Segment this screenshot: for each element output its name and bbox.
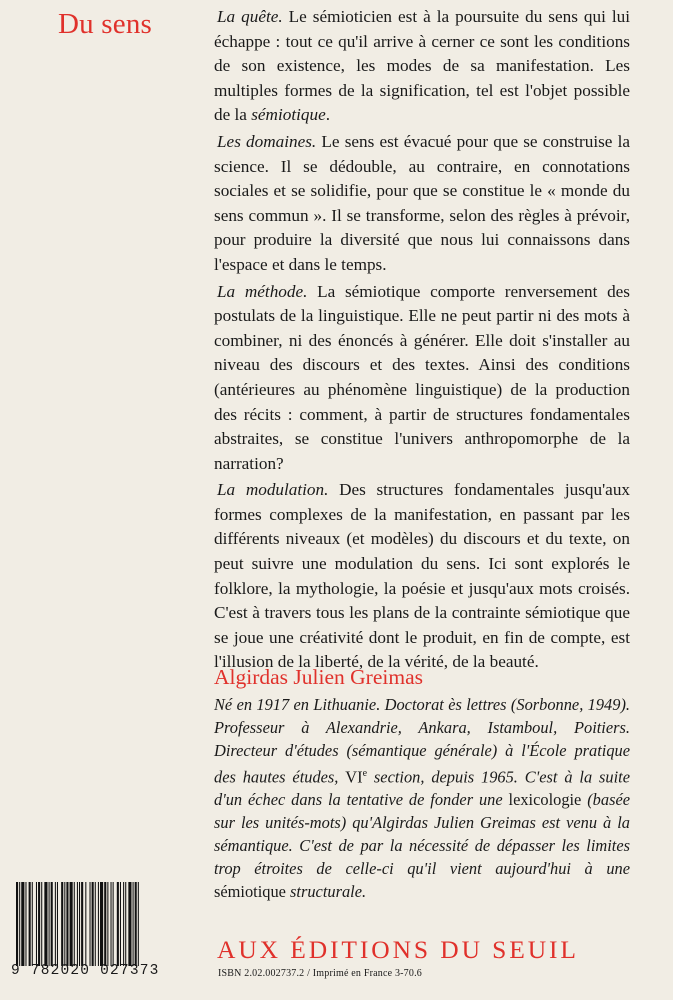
book-title: Du sens bbox=[58, 8, 153, 40]
paragraph-text: Le sens est évacué pour que se construise la science. Il se dédouble, au contraire, en connotations sociales et se solidifie, pour que se constitue le « monde du sens commun ». Il se transforme, selon des règles à prévoir, pour produire la diversité que nous lui connaissons dans l'espace et dans le temps. bbox=[214, 131, 630, 274]
paragraph-domaines bbox=[214, 130, 630, 278]
paragraph-text: Le sémioticien est à la poursuite du sens qui lui échappe : tout ce qu'il arrive à cerner ce sont les conditions de son existence, les modes de sa manifestation. Les multiples formes de la signification, tel est l'objet possible de la bbox=[214, 7, 630, 125]
bio-text: section, depuis 1965. C'est à la suite d'un échec dans la tentative de fonder une bbox=[214, 767, 630, 810]
publisher-name: AUX ÉDITIONS DU SEUIL bbox=[217, 935, 579, 964]
book-description bbox=[214, 5, 630, 677]
bio-upright-word: lexicologie bbox=[508, 790, 582, 810]
paragraph-modulation bbox=[214, 478, 630, 675]
paragraph-methode bbox=[214, 280, 630, 477]
paragraph-lead: La modulation. bbox=[217, 480, 329, 500]
paragraph-end: . bbox=[325, 105, 330, 125]
bio-text: Né en 1917 en Lithuanie. Doctorat ès lettres (Sorbonne, 1949). Professeur à Alexandrie, Ankara, Istamboul, Poitiers. Directeur d'études (sémantique générale) à l'École pratique des hautes études, bbox=[214, 695, 630, 787]
paragraph-quete bbox=[214, 5, 630, 128]
bio-text: structurale. bbox=[285, 881, 367, 901]
barcode-number: 9 782020 027373 bbox=[11, 963, 160, 979]
paragraph-text: Des structures fondamentales jusqu'aux formes complexes de la manifestation, en passant par les différents niveaux (et modèles) du discours et du texte, on peut suivre une modulation du sens. Ici sont explorés le folklore, la mythologie, la poésie et jusqu'aux mots croisés. C'est à travers tous les plans de la contrainte sémiotique que se joue une créativité dont le produit, en fin de compte, est l'illusion de la liberté, de la vérité, de la beauté. bbox=[214, 480, 631, 672]
paragraph-lead: La quête. bbox=[217, 7, 283, 26]
author-name: Algirdas Julien Greimas bbox=[214, 665, 423, 689]
bio-superscript: e bbox=[362, 767, 368, 779]
barcode-image bbox=[14, 882, 192, 966]
bio-section-numeral: VI bbox=[345, 767, 363, 787]
paragraph-lead: La méthode. bbox=[217, 281, 308, 301]
paragraph-text: La sémiotique comporte renversement des postulats de la linguistique. Elle ne peut partir ni des mots à combiner, ni des énoncés à générer. Elle doit s'installer au niveau des discours et des textes. Ainsi des conditions (antérieures au phénomène linguistique) de la production des récits : comment, à partir de structures fondamentales abstraites, se constitue l'univers anthropomorphe de la narration? bbox=[214, 281, 630, 473]
paragraph-lead: Les domaines. bbox=[217, 131, 317, 151]
bio-text: (basée sur les unités-mots) qu'Algirdas Julien Greimas est venu à la sémantique. C'est de par la nécessité de dépasser les limites trop étroites de celle-ci qu'il vient aujourd'hui à une bbox=[214, 790, 631, 878]
paragraph-term: sémiotique bbox=[251, 105, 326, 125]
isbn-line: ISBN 2.02.002737.2 / Imprimé en France 3-70.6 bbox=[218, 968, 422, 979]
bio-upright-word: sémiotique bbox=[214, 881, 286, 901]
author-bio bbox=[214, 694, 630, 904]
